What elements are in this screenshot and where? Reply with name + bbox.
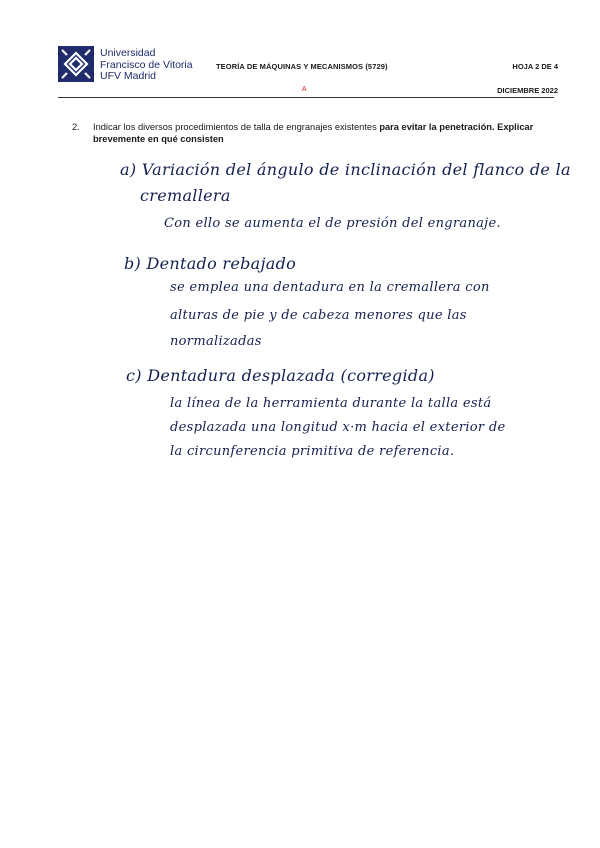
answer-b-line3: normalizadas — [170, 334, 262, 349]
course-title: TEORÍA DE MÁQUINAS Y MECANISMOS (5729) — [216, 62, 388, 71]
university-name — [100, 48, 193, 83]
answer-c-line1: la línea de la herramienta durante la talla está — [170, 396, 492, 411]
question-text-part1: Indicar los diversos procedimientos de talla de engranajes existentes — [93, 122, 380, 132]
sheet-number: HOJA 2 DE 4 — [512, 62, 558, 71]
answer-b-title: b) Dentado rebajado — [124, 254, 297, 273]
answer-c-line2: desplazada una longitud x·m hacia el exterior de — [170, 420, 506, 435]
answer-b-line2: alturas de pie y de cabeza menores que las — [170, 308, 467, 323]
university-line-2: Francisco de Vitoria — [100, 58, 193, 71]
question-text — [93, 122, 563, 145]
answer-a-title-cont: cremallera — [140, 186, 231, 205]
answer-a-title: a) Variación del ángulo de inclinación del flanco de la — [120, 160, 571, 179]
page-header — [58, 44, 558, 100]
ufv-logo-icon — [58, 46, 94, 82]
answer-c-title: c) Dentadura desplazada (corregida) — [126, 366, 435, 385]
answer-b-line1: se emplea una dentadura en la cremallera con — [170, 280, 490, 295]
university-line-1: Universidad — [100, 47, 156, 59]
exam-version: A — [302, 86, 307, 93]
answer-a-text: Con ello se aumenta el de presión del engranaje. — [164, 216, 501, 231]
answer-c-line3: la circunferencia primitiva de referencia. — [170, 444, 455, 459]
question-number: 2. — [72, 122, 80, 132]
university-line-3: UFV Madrid — [100, 70, 157, 82]
header-divider — [58, 97, 554, 98]
exam-date: DICIEMBRE 2022 — [497, 86, 558, 95]
question-text-bold: para evitar la penetración. Explicar brevemente en qué consisten — [93, 122, 534, 144]
